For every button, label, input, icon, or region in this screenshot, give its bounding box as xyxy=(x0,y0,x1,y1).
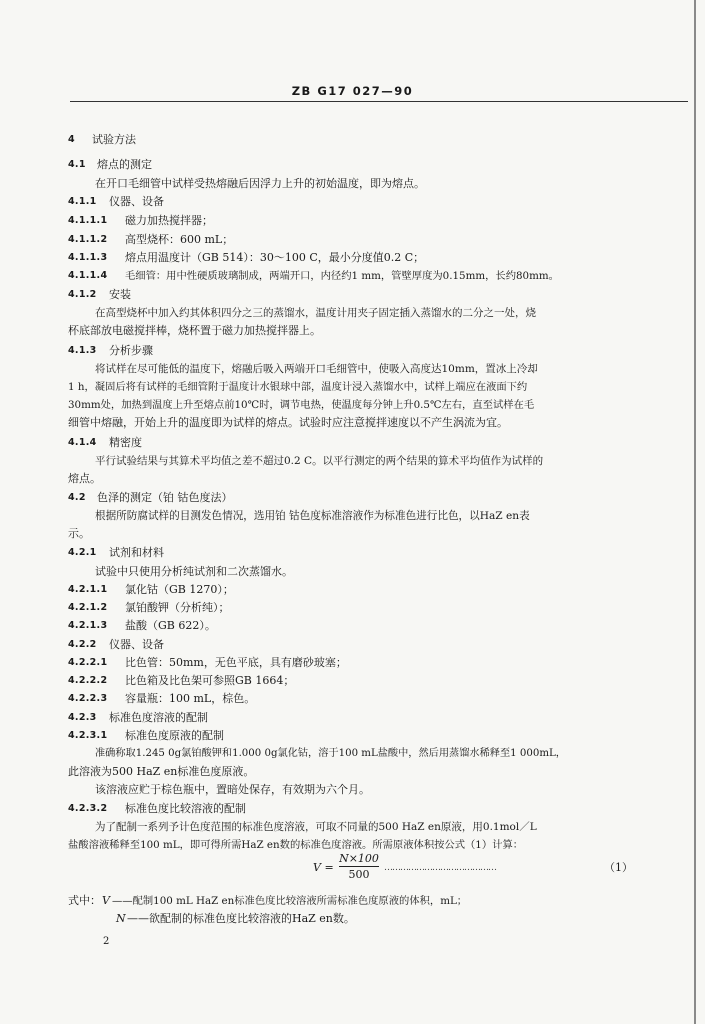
section-4-1-intro: 在开口毛细管中试样受热熔融后因浮力上升的初始温度，即为熔点。 xyxy=(95,177,425,190)
section-4-1-3-para-line2: 1 h，凝固后将有试样的毛细管附于温度计水银球中部，温度计浸入蒸馏水中，试样上端应在液面下约 xyxy=(68,381,528,393)
section-4-1-3-para-line4: 细管中熔融，开始上升的温度即为试样的熔点。试验时应注意搅拌速度以不产生涡流为宜。 xyxy=(68,416,508,429)
section-4-2-1-intro: 试验中只使用分析纯试剂和二次蒸馏水。 xyxy=(95,565,293,578)
section-4-2-3-1-para-line2: 此溶液为500 HaZ en标准色度原液。 xyxy=(68,765,255,778)
page-edge xyxy=(694,0,696,1024)
standard-code-header: ZB G17 027—90 xyxy=(291,84,414,98)
formula-equation-number: （1） xyxy=(604,861,633,874)
section-4-2-para-line1: 根据所防腐试样的目测发色情况，选用铂 钴色度标准溶液作为标准色进行比色，以HaZ en表 xyxy=(95,510,530,522)
page-number: 2 xyxy=(103,936,110,947)
header-rule xyxy=(70,101,688,102)
section-4-2-3-2-para-line2: 盐酸溶液稀释至100 mL，即可得所需HaZ en数的标准色度溶液。所需原液体积按公式（1）计算： xyxy=(68,839,524,851)
section-4-2-3-1-para-line1: 准确称取1.245 0g氯铂酸钾和1.000 0g氯化钴，溶于100 mL盐酸中，然后用蒸馏水稀释至1 000mL， xyxy=(95,748,566,759)
formula-leader-dots: …………………………………… xyxy=(384,863,496,873)
section-4-1-4-para-line2: 熔点。 xyxy=(68,472,101,485)
section-4-1-2-para-line2: 杯底部放电磁搅拌棒，烧杯置于磁力加热搅拌器上。 xyxy=(68,324,321,337)
section-4-1-4-para-line1: 平行试验结果与其算术平均值之差不超过0.2 C。以平行测定的两个结果的算术平均值作为试样的 xyxy=(95,455,544,467)
formula-fraction xyxy=(339,852,379,884)
formula-denominator: 500 xyxy=(348,868,370,881)
section-4-2-3-2-para-line1: 为了配制一系列予计色度范围的标准色度溶液，可取不同量的500 HaZ en原液，用0.1mol／L xyxy=(95,821,537,833)
section-4-1-3-para-line3: 30mm处，加热到温度上升至熔点前10℃时，调节电热，使温度每分钟上升0.5℃左右，直至试样在毛 xyxy=(68,399,535,411)
section-4-1-2-para-line1: 在高型烧杯中加入约其体积四分之三的蒸馏水，温度计用夹子固定插入蒸馏水的二分之一处，烧 xyxy=(95,307,536,319)
formula-numerator: N×100 xyxy=(339,852,379,865)
section-4-1-3-para-line1: 将试样在尽可能低的温度下，熔融后吸入两端开口毛细管中，使吸入高度达10mm，置冰上冷却 xyxy=(95,363,538,375)
formula-lhs: V = xyxy=(313,861,334,874)
section-4-2-3-1-para-line3: 该溶液应贮于棕色瓶中，置暗处保存，有效期为六个月。 xyxy=(95,783,370,796)
section-4-2-para-line2: 示。 xyxy=(68,527,90,540)
